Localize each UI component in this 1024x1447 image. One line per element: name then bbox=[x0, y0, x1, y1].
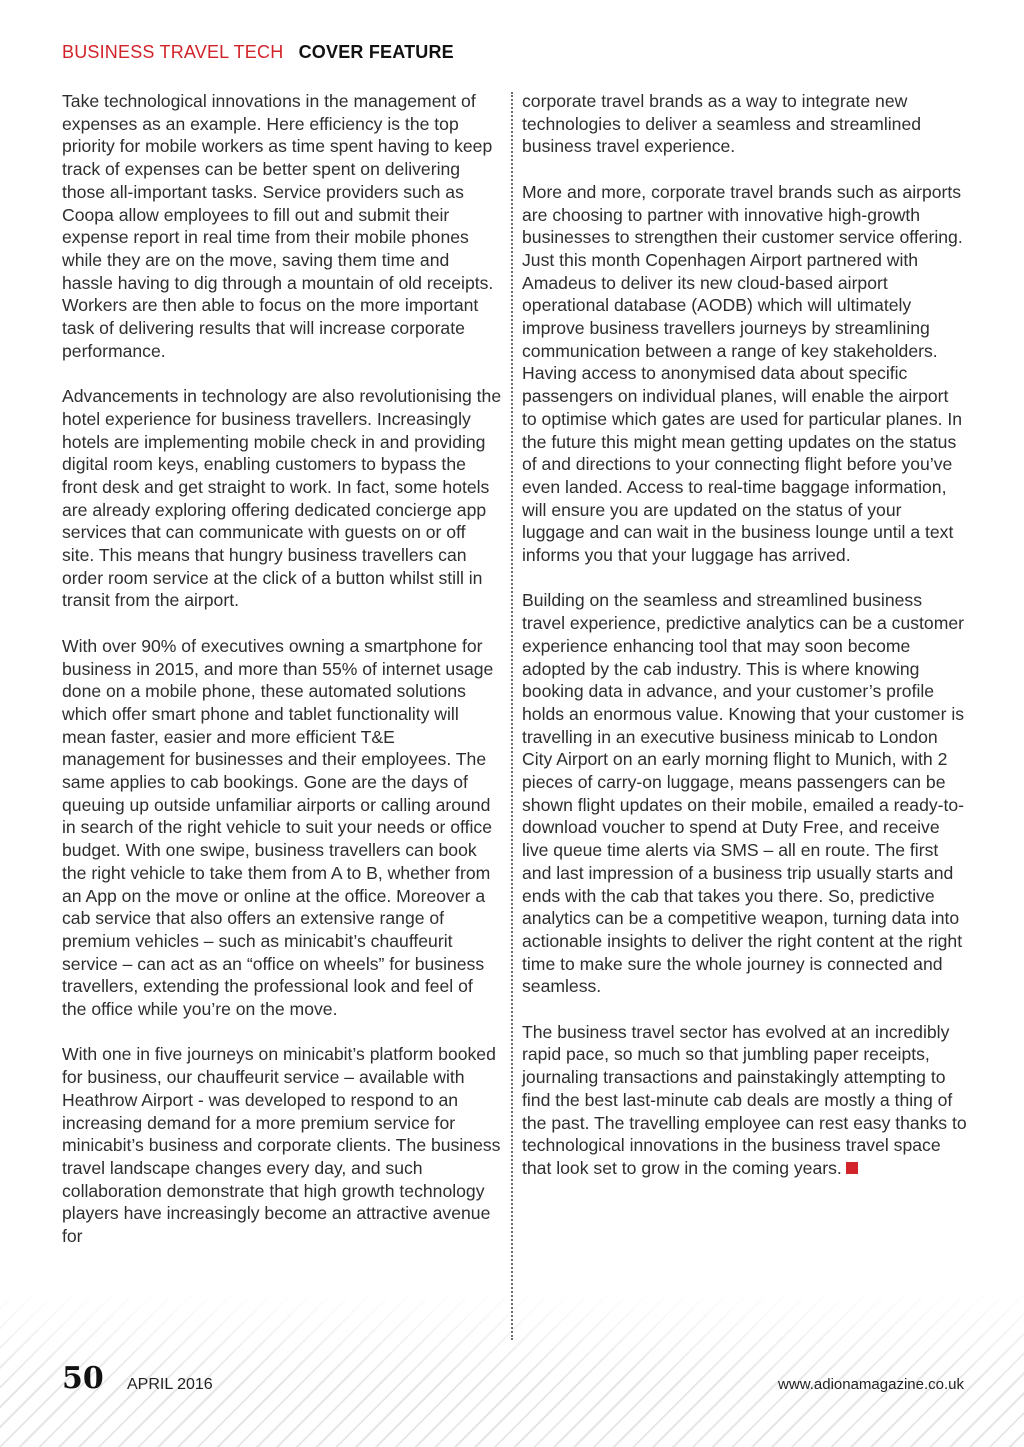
column-divider bbox=[511, 92, 513, 1340]
paragraph: Building on the seamless and streamlined business travel experience, predictive analytics can be a customer experience enhancing tool that may soon become adopted by the cab industry. This is where knowing booking data in advance, and your customer’s profile holds an enormous value. Knowing that your customer is travelling in an executive business minicab to London City Airport on an early morning flight to Munich, with 2 pieces of carry-on luggage, means passengers can be shown flight updates on their mobile, emailed a ready-to-download voucher to spend at Duty Free, and receive live queue time alerts via SMS – all en route. The first and last impression of a business trip usually starts and ends with the cab that takes you there. So, predictive analytics can be a competitive weapon, turning data into actionable insights to deliver the right content at the right time to make sure the whole journey is connected and seamless. bbox=[522, 590, 965, 997]
feature-label: COVER FEATURE bbox=[298, 42, 454, 62]
page-header bbox=[62, 42, 454, 63]
paragraph-final bbox=[522, 1021, 967, 1180]
paragraph: With over 90% of executives owning a smartphone for business in 2015, and more than 55% of internet usage done on a mobile phone, these automated solutions which offer smart phone and tablet functionality will mean faster, easier and more efficient T&E management for businesses and their employees. The same applies to cab bookings. Gone are the days of queuing up outside unfamiliar airports or calling around in search of the right vehicle to suit your needs or office budget. With one swipe, business travellers can book the right vehicle to take them from A to B, whether from an App on the move or online at the office. Moreover a cab service that also offers an extensive range of premium vehicles – such as minicabit’s chauffeurit service – can act as an “office on wheels” for business travellers, extending the professional look and feel of the office while you’re on the move. bbox=[62, 635, 494, 1020]
page-number: 50 bbox=[62, 1361, 104, 1396]
left-column bbox=[62, 90, 502, 1271]
paragraph: More and more, corporate travel brands such as airports are choosing to partner with innovative high-growth businesses to strengthen their customer service offering. Just this month Copenhagen Airport partnered with Amadeus to deliver its new cloud-based airport operational database (AODB) which will ultimately improve business travellers journeys by streamlining communication between a range of key stakeholders. Having access to anonymised data about specific passengers on individual planes, will enable the airport to optimise which gates are used for particular planes. In the future this might mean getting updates on the status of and directions to your connecting flight before you’ve even landed. Access to real-time baggage information, will ensure you are updated on the status of your luggage and can wait in the business lounge until a text informs you that your luggage has arrived. bbox=[522, 181, 963, 566]
right-column bbox=[522, 90, 967, 1202]
paragraph: corporate travel brands as a way to integrate new technologies to deliver a seamless and streamlined business travel experience. bbox=[522, 91, 922, 157]
paragraph: Advancements in technology are also revolutionising the hotel experience for business travellers. Increasingly hotels are implementing mobile check in and providing digital room keys, enabling customers to bypass the front desk and get straight to work. In fact, some hotels are already exploring offering dedicated concierge app services that can communicate with guests on or off site. This means that hungry business travellers can order room service at the click of a button whilst still in transit from the airport. bbox=[62, 386, 502, 611]
paragraph: With one in five journeys on minicabit’s platform booked for business, our chauffeurit service – available with Heathrow Airport - was developed to respond to an increasing demand for a more premium service for minicabit’s business and corporate clients. The business travel landscape changes every day, and such collaboration demonstrate that high growth technology players have increasingly become an attractive avenue for bbox=[62, 1044, 501, 1247]
paragraph: Take technological innovations in the management of expenses as an example. Here efficiency is the top priority for mobile workers as time spent having to keep track of expenses can be better spent on delivering those all-important tasks. Service providers such as Coopa allow employees to fill out and submit their expense report in real time from their mobile phones while they are on the move, saving them time and hassle having to dig through a mountain of old receipts. Workers are then able to focus on the more important task of delivering results that will increase corporate performance. bbox=[62, 91, 494, 361]
paragraph-text: The business travel sector has evolved at an incredibly rapid pace, so much so that jumbling paper receipts, journaling transactions and painstakingly attempting to find the best last-minute cab deals are mostly a thing of the past. The travelling employee can rest easy thanks to technological innovations in the business travel space that look set to grow in the coming years. bbox=[522, 1021, 967, 1178]
end-of-article-mark bbox=[846, 1162, 858, 1174]
website-url: www.adionamagazine.co.uk bbox=[778, 1376, 964, 1393]
issue-date: APRIL 2016 bbox=[127, 1376, 213, 1393]
section-label: BUSINESS TRAVEL TECH bbox=[62, 42, 284, 62]
